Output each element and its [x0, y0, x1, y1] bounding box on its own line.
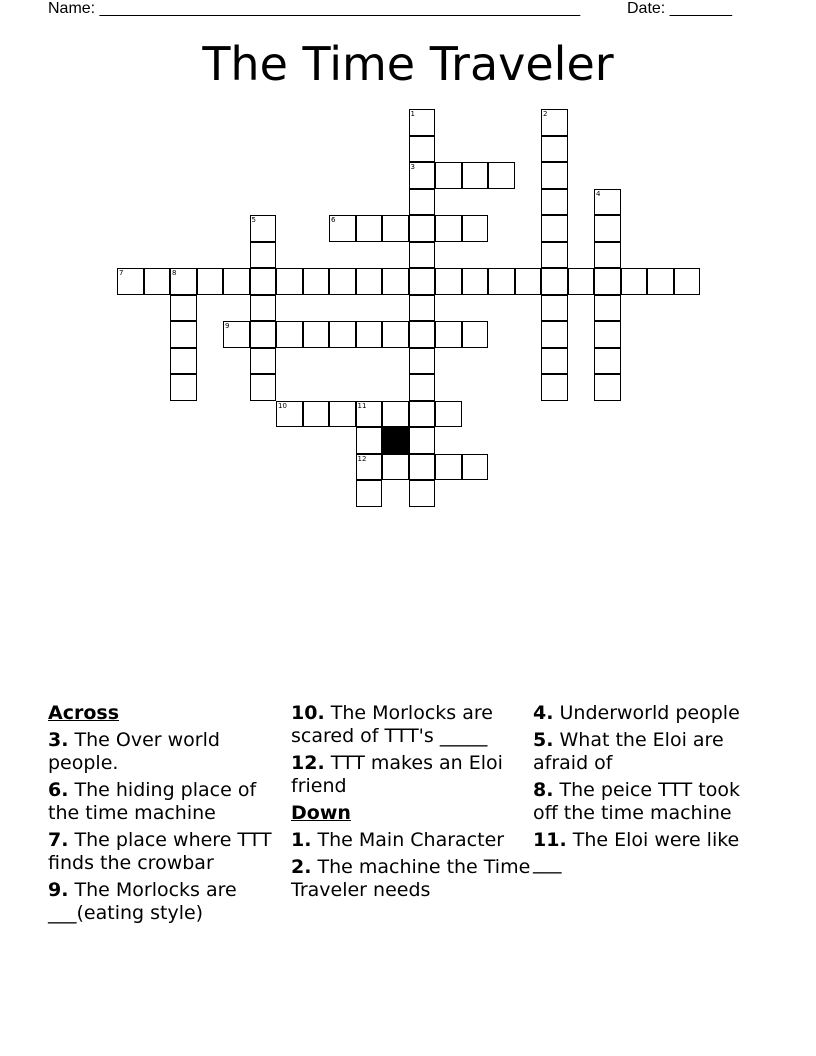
clue-down-2: 2. The machine the Time Traveler needs — [291, 856, 531, 901]
clue-across-7: 7. The place where TTT finds the crowbar — [48, 829, 272, 874]
clue-down-1: 1. The Main Character — [291, 829, 505, 851]
grid-cell[interactable] — [409, 374, 436, 401]
grid-cell[interactable] — [382, 215, 409, 242]
grid-cell[interactable] — [409, 242, 436, 269]
cell-number: 2 — [543, 110, 548, 118]
grid-cell[interactable] — [356, 480, 383, 507]
grid-cell[interactable] — [541, 374, 568, 401]
grid-cell[interactable] — [435, 215, 462, 242]
grid-cell[interactable] — [541, 189, 568, 216]
cell-number: 9 — [225, 322, 230, 330]
clue-down-5: 5. What the Eloi are afraid of — [533, 729, 724, 774]
grid-cell[interactable] — [488, 268, 515, 295]
grid-cell[interactable] — [409, 268, 436, 295]
grid-cell[interactable] — [250, 215, 277, 242]
grid-cell[interactable] — [435, 321, 462, 348]
grid-cell[interactable] — [541, 215, 568, 242]
grid-cell[interactable] — [409, 162, 436, 189]
grid-cell[interactable] — [276, 321, 303, 348]
grid-cell[interactable] — [409, 189, 436, 216]
grid-cell[interactable] — [594, 242, 621, 269]
grid-cell[interactable] — [356, 427, 383, 454]
grid-cell[interactable] — [409, 109, 436, 136]
grid-cell[interactable] — [462, 162, 489, 189]
grid-cell[interactable] — [170, 295, 197, 322]
grid-cell[interactable] — [303, 268, 330, 295]
grid-cell[interactable] — [541, 295, 568, 322]
grid-cell[interactable] — [329, 321, 356, 348]
grid-cell[interactable] — [594, 189, 621, 216]
clues-column-3 — [533, 702, 768, 879]
grid-cell[interactable] — [250, 242, 277, 269]
grid-cell[interactable] — [621, 268, 648, 295]
grid-cell[interactable] — [435, 162, 462, 189]
clue-across-6: 6. The hiding place of the time machine — [48, 779, 257, 824]
grid-cell[interactable] — [515, 268, 542, 295]
grid-cell[interactable] — [382, 268, 409, 295]
grid-cell[interactable] — [276, 401, 303, 428]
clue-across-10: 10. The Morlocks are scared of TTT's _____ — [291, 702, 493, 747]
cell-number: 11 — [357, 401, 367, 410]
name-field[interactable]: Name: ______________________________________________________ — [48, 0, 581, 17]
grid-cell[interactable] — [409, 454, 436, 481]
cell-number: 6 — [331, 216, 336, 224]
grid-cell[interactable] — [356, 321, 383, 348]
grid-cell[interactable] — [250, 374, 277, 401]
grid-cell[interactable] — [541, 321, 568, 348]
grid-cell[interactable] — [462, 454, 489, 481]
grid-cell[interactable] — [409, 215, 436, 242]
grid-cell[interactable] — [647, 268, 674, 295]
grid-cell[interactable] — [329, 268, 356, 295]
grid-cell[interactable] — [594, 215, 621, 242]
grid-cell[interactable] — [462, 268, 489, 295]
grid-cell[interactable] — [409, 321, 436, 348]
grid-cell[interactable] — [382, 454, 409, 481]
cell-number: 8 — [172, 269, 177, 277]
grid-cell[interactable] — [435, 401, 462, 428]
grid-cell[interactable] — [170, 321, 197, 348]
grid-cell[interactable] — [541, 242, 568, 269]
date-field[interactable]: Date: _______ — [627, 0, 732, 17]
grid-cell[interactable] — [356, 454, 383, 481]
cell-number: 4 — [596, 189, 601, 198]
cell-number: 1 — [410, 110, 415, 118]
grid-cell[interactable] — [170, 348, 197, 375]
grid-cell[interactable] — [117, 268, 144, 295]
clue-down-4: 4. Underworld people — [533, 702, 740, 724]
grid-cell[interactable] — [250, 321, 277, 348]
cell-number: 7 — [119, 269, 124, 277]
grid-cell[interactable] — [568, 268, 595, 295]
grid-cell[interactable] — [329, 215, 356, 242]
grid-cell[interactable] — [197, 268, 224, 295]
grid-cell[interactable] — [409, 348, 436, 375]
grid-cell[interactable] — [223, 321, 250, 348]
clue-across-3: 3. The Over world people. — [48, 729, 220, 774]
down-heading: Down — [291, 802, 351, 824]
grid-cell[interactable] — [409, 401, 436, 428]
grid-cell[interactable] — [303, 321, 330, 348]
grid-cell[interactable] — [382, 401, 409, 428]
grid-cell[interactable] — [674, 268, 701, 295]
page-title: The Time Traveler — [202, 37, 614, 91]
grid-cell[interactable] — [541, 136, 568, 163]
grid-cell[interactable] — [435, 268, 462, 295]
grid-cell[interactable] — [488, 162, 515, 189]
grid-cell[interactable] — [170, 268, 197, 295]
cell-number: 10 — [278, 401, 287, 410]
grid-cell[interactable] — [462, 215, 489, 242]
grid-cell[interactable] — [462, 321, 489, 348]
grid-cell[interactable] — [329, 401, 356, 428]
grid-cell[interactable] — [594, 348, 621, 375]
grid-cell[interactable] — [356, 215, 383, 242]
cell-number: 12 — [357, 454, 367, 463]
grid-cell[interactable] — [594, 268, 621, 295]
grid-cell[interactable] — [409, 136, 436, 163]
grid-cell[interactable] — [409, 480, 436, 507]
grid-cell[interactable] — [356, 401, 383, 428]
clue-down-11: 11. The Eloi were like ___ — [533, 829, 740, 874]
clue-across-12: 12. TTT makes an Eloi friend — [291, 752, 503, 797]
grid-cell[interactable] — [594, 374, 621, 401]
grid-cell[interactable] — [170, 374, 197, 401]
grid-cell[interactable] — [541, 268, 568, 295]
grid-cell[interactable] — [382, 321, 409, 348]
grid-cell[interactable] — [276, 268, 303, 295]
clues-column-1 — [48, 702, 288, 929]
grid-cell[interactable] — [144, 268, 171, 295]
grid-cell[interactable] — [541, 109, 568, 136]
grid-cell[interactable] — [250, 348, 277, 375]
cell-number: 5 — [251, 216, 256, 224]
grid-cell[interactable] — [409, 295, 436, 322]
grid-cell[interactable] — [303, 401, 330, 428]
cell-number: 3 — [410, 163, 415, 171]
grid-cell[interactable] — [356, 268, 383, 295]
grid-cell[interactable] — [541, 162, 568, 189]
black-cell — [382, 427, 409, 454]
grid-cell[interactable] — [541, 348, 568, 375]
clues-column-2 — [291, 702, 531, 906]
clue-down-8: 8. The peice TTT took off the time machine — [533, 779, 740, 824]
grid-cell[interactable] — [594, 295, 621, 322]
grid-cell[interactable] — [594, 321, 621, 348]
clue-across-9: 9. The Morlocks are ___(eating style) — [48, 879, 237, 924]
grid-cell[interactable] — [250, 268, 277, 295]
grid-cell[interactable] — [250, 295, 277, 322]
grid-cell[interactable] — [435, 454, 462, 481]
grid-cell[interactable] — [409, 427, 436, 454]
across-heading: Across — [48, 702, 120, 724]
grid-cell[interactable] — [223, 268, 250, 295]
